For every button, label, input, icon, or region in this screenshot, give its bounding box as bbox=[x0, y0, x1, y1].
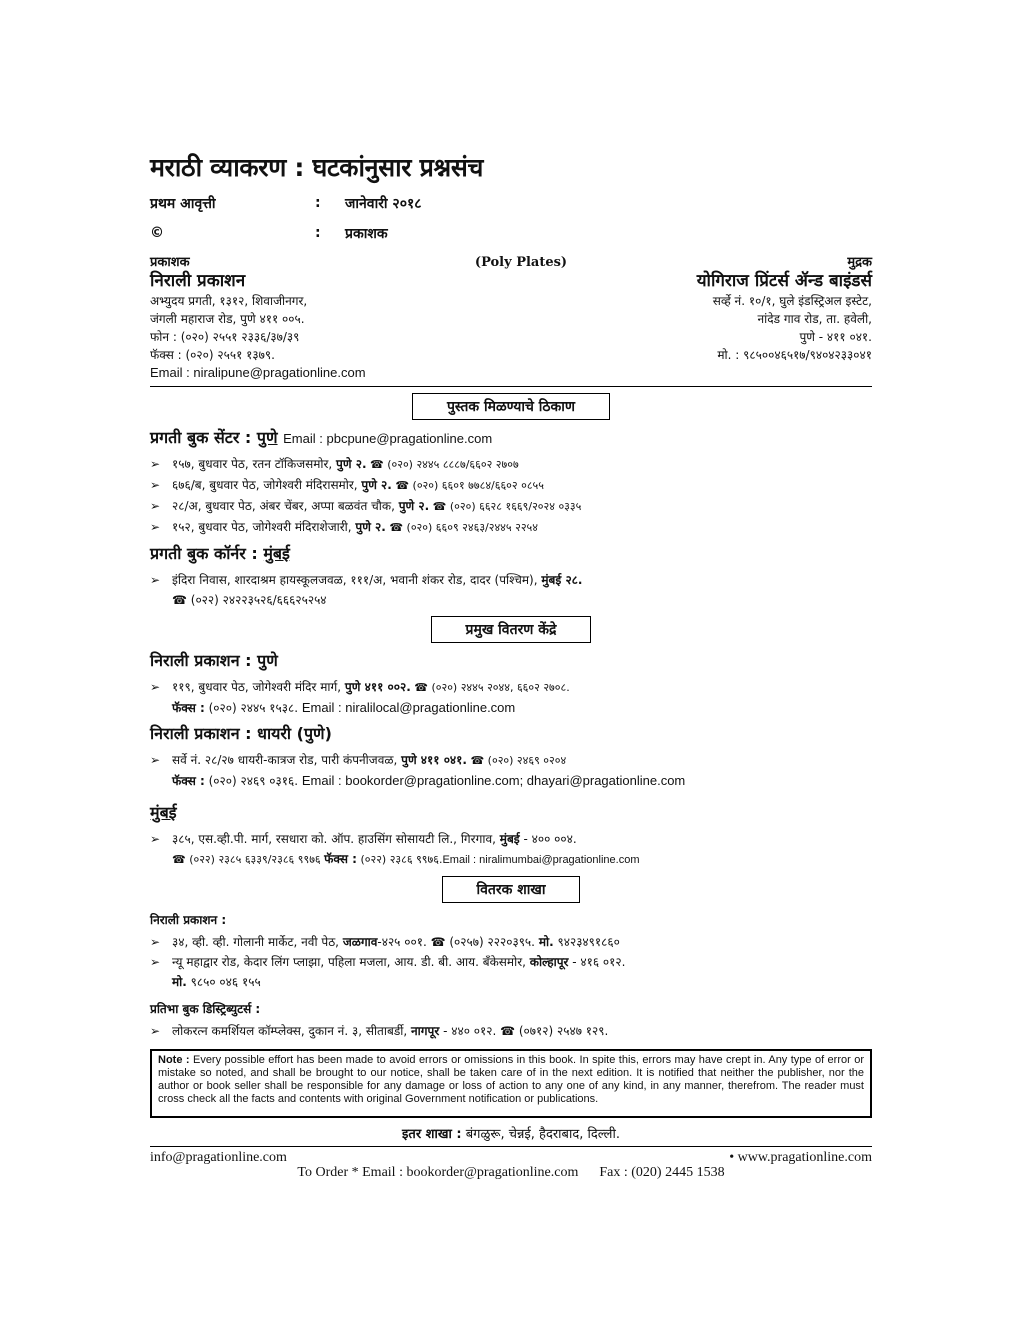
dhayari-heading bbox=[150, 722, 872, 744]
copyright-row bbox=[150, 218, 872, 248]
footer-email: info@pragationline.com bbox=[150, 1150, 287, 1165]
publisher-fax: फॅक्स : (०२०) २५५१ १३७९. bbox=[150, 348, 275, 362]
disclaimer-note bbox=[150, 1049, 872, 1118]
publisher-printer-block bbox=[150, 254, 872, 382]
publisher-role: प्रकाशक bbox=[150, 255, 190, 270]
printer-name: योगिराज प्रिंटर्स ॲन्ड बाइंडर्स bbox=[696, 271, 872, 291]
dhayari-city: धायरी (पुणे) bbox=[257, 724, 332, 743]
pune-label: निराली प्रकाशन : bbox=[150, 651, 258, 670]
branch-heading: वितरक शाखा bbox=[442, 876, 581, 903]
kolhapur-mobile: मो. ९८५० ०४६ १५५ bbox=[172, 975, 261, 989]
copyright-symbol: © bbox=[150, 225, 164, 241]
edition-row bbox=[150, 188, 872, 218]
pune-fax-email: फॅक्स : (०२०) २४४५ १५३८. Email : niralilocal@pragationline.com bbox=[172, 700, 516, 715]
copyright-page bbox=[150, 150, 872, 1180]
note-label: Note : bbox=[158, 1054, 190, 1066]
mumbai-city: मुंबई bbox=[150, 803, 177, 822]
colon: : bbox=[315, 225, 321, 241]
edition-label: प्रथम आवृत्ती bbox=[150, 195, 216, 212]
center-city: पुणे bbox=[256, 428, 278, 447]
publisher-email: Email : niralipune@pragationline.com bbox=[150, 365, 366, 380]
copyright-value: प्रकाशक bbox=[345, 225, 388, 242]
pune-city: पुणे bbox=[257, 651, 278, 670]
publisher-address2: जंगली महाराज रोड, पुणे ४११ ००५. bbox=[150, 312, 305, 326]
corner-heading bbox=[150, 542, 872, 564]
distribution-heading-box bbox=[150, 616, 872, 643]
list-item: ➢ लोकरत्न कमर्शियल कॉम्प्लेक्स, दुकान नं. ३, सीताबर्डी, नागपूर - ४४० ०१२. ☎ (०७१२) २५४७ १२९. bbox=[150, 1021, 872, 1041]
dhayari-fax-email: फॅक्स : (०२०) २४६९ ०३१६. Email : bookorder@pragationline.com; dhayari@pragationline.com bbox=[172, 773, 686, 788]
nirali-branch-label: निराली प्रकाशन : bbox=[150, 913, 227, 927]
dhayari-label: निराली प्रकाशन : bbox=[150, 724, 258, 743]
pune-heading bbox=[150, 649, 872, 671]
poly-plates: (Poly Plates) bbox=[474, 255, 568, 270]
list-item: ➢ १५२, बुधवार पेठ, जोगेश्वरी मंदिराशेजारी, पुणे २. ☎ (०२०) ६६०९ २४६३/२४४५ २२५४ bbox=[150, 517, 872, 538]
publisher-address1: अभ्युदय प्रगती, १३१२, शिवाजीनगर, bbox=[150, 294, 308, 308]
divider bbox=[150, 386, 872, 387]
note-text: Every possible effort has been made to avoid errors or omissions in this book. In spite this, errors may have crept in. Any type of error or mistake so noted, and shall be brought to our notice, shall be taken care of in the next edition. It is notified that neither the publisher, nor the author or book seller shall be responsible for any damage or loss of action to any one of any kind, in any manner, therefrom. The reader must cross check all the facts and contents with original Government notification or publications. bbox=[158, 1054, 864, 1105]
books-heading-box bbox=[150, 393, 872, 420]
corner-phone: ☎ (०२२) २४२२३५२६/६६६२५२५४ bbox=[172, 593, 327, 607]
printer-mobile: मो. : ९८५००४६५१७/९४०४२३३०४१ bbox=[717, 348, 872, 362]
mumbai-phone-fax: ☎ (०२२) २३८५ ६३३९/२३८६ ९९७६ फॅक्स : (०२२) २३८६ ९९७६.Email : niralimumbai@pragationline.com bbox=[172, 852, 640, 866]
books-heading: पुस्तक मिळण्याचे ठिकाण bbox=[412, 393, 610, 420]
footer bbox=[150, 1146, 872, 1180]
edition-value: जानेवारी २०१८ bbox=[345, 195, 422, 212]
book-title: मराठी व्याकरण : घटकांनुसार प्रश्नसंच bbox=[150, 153, 484, 182]
printer-address3: पुणे - ४११ ०४१. bbox=[799, 330, 872, 344]
list-item: ➢ इंदिरा निवास, शारदाश्रम हायस्कूलजवळ, १११/अ, भवानी शंकर रोड, दादर (पश्चिम), मुंबई २८. bbox=[150, 570, 872, 590]
publisher-block bbox=[150, 254, 450, 382]
center-label: प्रगती बुक सेंटर : bbox=[150, 428, 257, 447]
printer-address1: सर्व्हे नं. १०/१, घुले इंडस्ट्रिअल इस्टेट, bbox=[712, 294, 872, 308]
printer-address2: नांदेड गाव रोड, ता. हवेली, bbox=[757, 312, 872, 326]
center-heading bbox=[150, 426, 872, 448]
list-item: ➢ ३४, व्ही. व्ही. गोलानी मार्केट, नवी पेठ, जळगाव-४२५ ००१. ☎ (०२५७) २२२०३९५. मो. ९४२३४९१८६० bbox=[150, 932, 872, 952]
printer-block bbox=[592, 254, 872, 382]
corner-label: प्रगती बुक कॉर्नर : bbox=[150, 544, 264, 563]
branch-heading-box bbox=[150, 876, 872, 903]
pratibha-label: प्रतिभा बुक डिस्ट्रिब्युटर्स : bbox=[150, 1002, 261, 1016]
footer-website: • www.pragationline.com bbox=[729, 1150, 872, 1165]
footer-order: To Order * Email : bookorder@pragationline.com Fax : (020) 2445 1538 bbox=[297, 1165, 725, 1180]
center-email: Email : pbcpune@pragationline.com bbox=[283, 431, 493, 446]
mumbai-heading bbox=[150, 801, 872, 823]
list-item: ➢ ३८५, एस.व्ही.पी. मार्ग, रसधारा को. ऑप. हाउसिंग सोसायटी लि., गिरगाव, मुंबई - ४०० ००४. bbox=[150, 829, 872, 849]
colon: : bbox=[315, 195, 321, 211]
list-item: ➢ १५७, बुधवार पेठ, रतन टॉकिजसमोर, पुणे २. ☎ (०२०) २४४५ ८८८७/६६०२ २७०७ bbox=[150, 454, 872, 475]
other-branches: इतर शाखा : बंगळुरू, चेन्नई, हैदराबाद, दिल्ली. bbox=[402, 1127, 620, 1142]
corner-city: मुंबई bbox=[263, 544, 290, 563]
publisher-name: निराली प्रकाशन bbox=[150, 271, 246, 291]
printer-role: मुद्रक bbox=[847, 255, 872, 270]
publisher-phone: फोन : (०२०) २५५१ २३३६/३७/३९ bbox=[150, 330, 300, 344]
distribution-heading: प्रमुख वितरण केंद्रे bbox=[431, 616, 592, 643]
list-item: ➢ ६७६/ब, बुधवार पेठ, जोगेश्वरी मंदिरासमोर, पुणे २. ☎ (०२०) ६६०१ ७७८४/६६०२ ०८५५ bbox=[150, 475, 872, 496]
list-item: ➢ २८/अ, बुधवार पेठ, अंबर चेंबर, अप्पा बळवंत चौक, पुणे २. ☎ (०२०) ६६२८ १६६९/२०२४ ०३३५ bbox=[150, 496, 872, 517]
list-item: ➢ ११९, बुधवार पेठ, जोगेश्वरी मंदिर मार्ग, पुणे ४११ ००२. ☎ (०२०) २४४५ २०४४, ६६०२ २७०८. bbox=[150, 677, 872, 698]
list-item: ➢ सर्वे नं. २८/२७ धायरी-कात्रज रोड, पारी कंपनीजवळ, पुणे ४११ ०४१. ☎ (०२०) २४६९ ०२०४ bbox=[150, 750, 872, 771]
list-item: ➢ न्यू महाद्वार रोड, केदार लिंग प्लाझा, पहिला मजला, आय. डी. बी. आय. बँकेसमोर, कोल्हापूर - ४१६ ०१२. bbox=[150, 952, 872, 972]
